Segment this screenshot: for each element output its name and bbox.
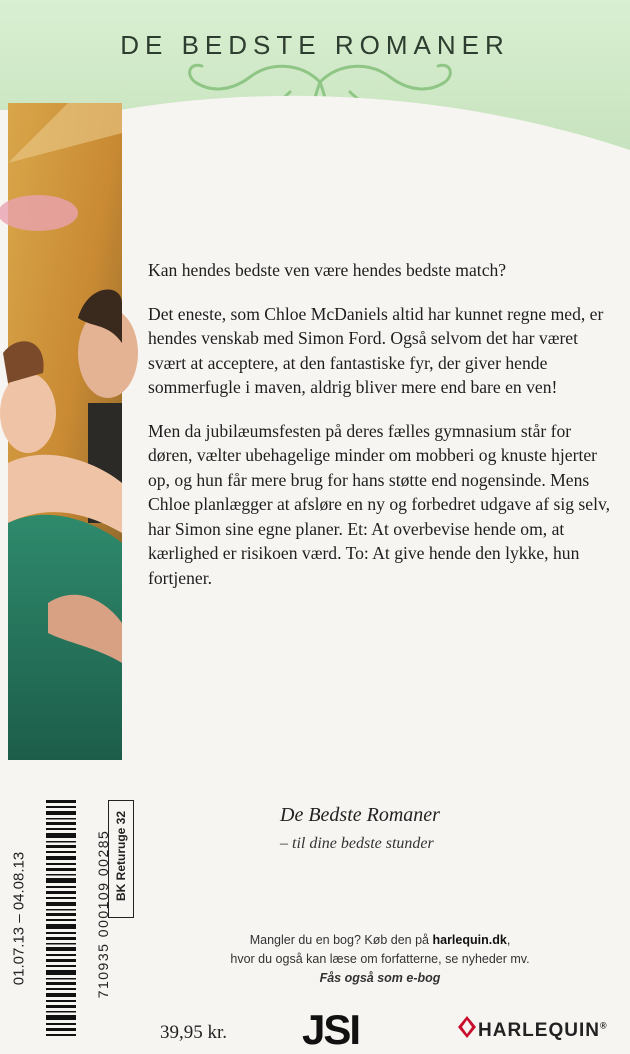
blurb-hook: Kan hendes bedste ven være hendes bedste match? — [148, 260, 507, 280]
sale-dates: 01.07.13 – 04.08.13 — [10, 851, 28, 986]
harlequin-diamond-icon — [458, 1016, 476, 1038]
return-week-text: BK Returuge 32 — [114, 810, 128, 902]
price: 39,95 kr. — [160, 1022, 228, 1043]
publisher-name: HARLEQUIN® — [478, 1020, 608, 1041]
publisher-logo — [458, 1016, 628, 1041]
blurb-paragraph: Det eneste, som Chloe McDaniels altid har kunnet regne med, er hendes venskab med Simon Ford. Også selvom det har været svært at acceptere, at den fantastiske fyr, der giver hende sommerfugle i maven, aldrig bliver mere end bare en ven! — [148, 303, 604, 397]
ebook-note: Fås også som e-bog — [319, 971, 441, 985]
return-week-label — [108, 800, 134, 918]
purchase-info-line2: hvor du også kan læse om forfatterne, se nyheder mv. — [230, 952, 530, 966]
barcode — [8, 800, 111, 1038]
blurb-text — [148, 258, 618, 609]
purchase-info-line1: Mangler du en bog? Køb den på harlequin.dk, — [249, 933, 511, 947]
distributor-logo: JSI — [302, 1006, 360, 1053]
series-banner-title: DE BEDSTE ROMANER — [120, 30, 510, 60]
blurb-paragraph: Men da jubilæumsfesten på deres fælles gymnasium står for døren, vælter ubehagelige minder om mobberi og knuste hjerter op, og hun får mere brug for hans støtte end nogensinde. Mens Chloe planlægger at afsløre en ny og forbedret udgave af sig selv, har Simon sine egne planer. Et: At overbevise hende om, at kærlighed er risikoen værd. To: At give hende den lykke, hun fortjener. — [148, 420, 611, 588]
series-tagline: – til dine bedste stunder — [280, 835, 434, 852]
cover-photo-strip — [8, 103, 122, 760]
purchase-info — [200, 931, 560, 988]
barcode-number: 710935 000109 00285 — [95, 829, 111, 999]
harlequin-website-link[interactable]: harlequin.dk — [432, 933, 507, 947]
series-name: De Bedste Romaner — [280, 804, 440, 826]
barcode-bars — [46, 800, 76, 1038]
